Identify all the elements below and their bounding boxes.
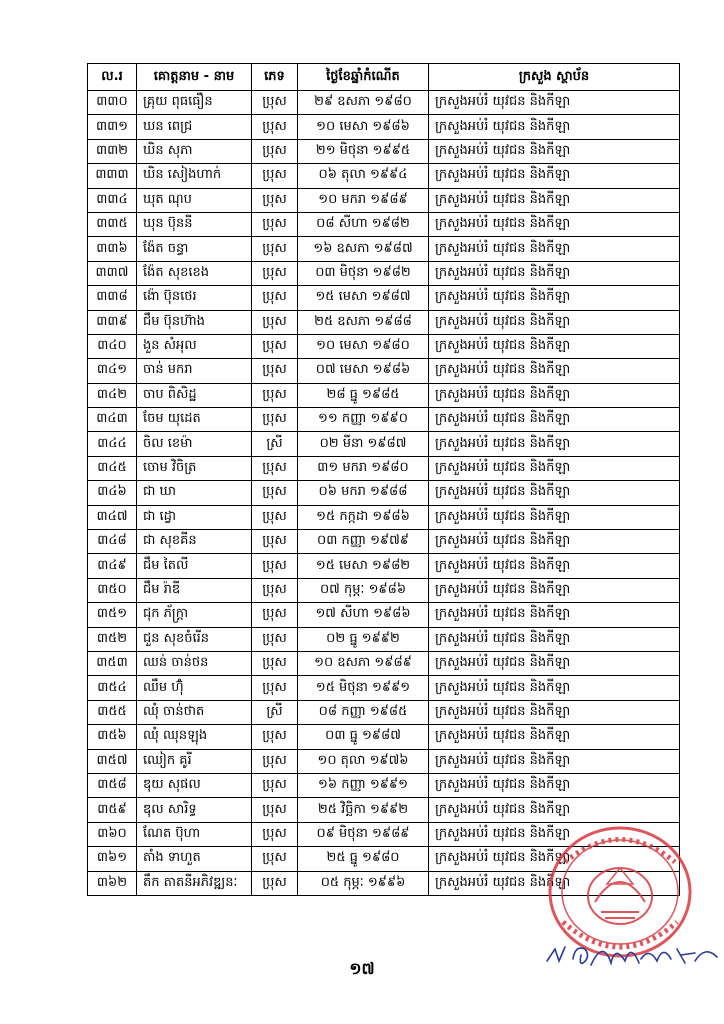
- cell-number: ៣៤៨: [88, 530, 137, 554]
- cell-number: ៣៣៨: [88, 286, 137, 310]
- table-row: [88, 115, 680, 139]
- cell-number: ៣៤៤: [88, 432, 137, 456]
- cell-date-of-birth: ២៥ វិច្ឆិកា ១៩៩២: [298, 798, 429, 822]
- cell-ministry: ក្រសួងអប់រំ យុវជន និងកីឡា: [429, 725, 680, 749]
- table-row: [88, 432, 680, 456]
- table-row: [88, 139, 680, 163]
- cell-ministry: ក្រសួងអប់រំ យុវជន និងកីឡា: [429, 115, 680, 139]
- cell-name: ឈៀក គូរី: [137, 749, 252, 773]
- cell-date-of-birth: ០៦ តុលា ១៩៩៤: [298, 164, 429, 188]
- header-date-of-birth: ថ្ងៃខែឆ្នាំកំណើត: [298, 64, 429, 91]
- cell-ministry: ក្រសួងអប់រំ យុវជន និងកីឡា: [429, 310, 680, 334]
- cell-sex: ប្រុស: [252, 871, 298, 895]
- cell-date-of-birth: ០៣ កញ្ញា ១៩៧៩: [298, 530, 429, 554]
- cell-date-of-birth: ២៥ ធ្នូ ១៩៨០: [298, 847, 429, 871]
- cell-ministry: ក្រសួងអប់រំ យុវជន និងកីឡា: [429, 91, 680, 115]
- cell-sex: ប្រុស: [252, 725, 298, 749]
- cell-name: ចាប ពិសិដ្ឋ: [137, 383, 252, 407]
- cell-sex: ប្រុស: [252, 773, 298, 797]
- cell-name: ឈុំ ឈុនឡុង: [137, 725, 252, 749]
- cell-date-of-birth: ១០ មេសា ១៩៨០: [298, 334, 429, 358]
- cell-name: ឌុយ សុផល: [137, 773, 252, 797]
- table-row: [88, 164, 680, 188]
- cell-date-of-birth: ០៦ មករា ១៩៨៨: [298, 481, 429, 505]
- cell-number: ៣៤២: [88, 383, 137, 407]
- cell-name: ជឹម រ៉ាឌី: [137, 578, 252, 602]
- cell-number: ៣៦០: [88, 822, 137, 846]
- cell-ministry: ក្រសួងអប់រំ យុវជន និងកីឡា: [429, 847, 680, 871]
- cell-date-of-birth: ១៦ កញ្ញា ១៩៩១: [298, 773, 429, 797]
- cell-number: ៣៣៣: [88, 164, 137, 188]
- cell-ministry: ក្រសួងអប់រំ យុវជន និងកីឡា: [429, 456, 680, 480]
- cell-sex: ប្រុស: [252, 578, 298, 602]
- cell-sex: ប្រុស: [252, 456, 298, 480]
- cell-name: ជួន សុខចំរើន: [137, 627, 252, 651]
- table-row: [88, 725, 680, 749]
- cell-date-of-birth: ១០ ឧសភា ១៩៨៩: [298, 651, 429, 675]
- cell-name: ចាន់ មករា: [137, 359, 252, 383]
- cell-ministry: ក្រសួងអប់រំ យុវជន និងកីឡា: [429, 700, 680, 724]
- cell-name: ជឹម ប៊ុនហ៊ាង: [137, 310, 252, 334]
- table-row: [88, 408, 680, 432]
- table-row: [88, 334, 680, 358]
- personnel-table-container: [87, 63, 679, 896]
- cell-number: ៣៤៧: [88, 505, 137, 529]
- cell-name: ឃន ពេជ្រ: [137, 115, 252, 139]
- cell-date-of-birth: ១៥ កក្កដា ១៩៨៦: [298, 505, 429, 529]
- cell-number: ៣៥០: [88, 578, 137, 602]
- cell-date-of-birth: ១០ តុលា ១៩៧៦: [298, 749, 429, 773]
- cell-ministry: ក្រសួងអប់រំ យុវជន និងកីឡា: [429, 359, 680, 383]
- table-row: [88, 456, 680, 480]
- cell-ministry: ក្រសួងអប់រំ យុវជន និងកីឡា: [429, 627, 680, 651]
- cell-name: ឃុត ណុប: [137, 188, 252, 212]
- cell-number: ៣៣៧: [88, 261, 137, 285]
- cell-name: ឃិន សៀងហាក់: [137, 164, 252, 188]
- cell-sex: ប្រុស: [252, 188, 298, 212]
- cell-number: ៣៤៥: [88, 456, 137, 480]
- cell-date-of-birth: ១០ មេសា ១៩៨៦: [298, 115, 429, 139]
- cell-number: ៣៥៨: [88, 773, 137, 797]
- cell-sex: ប្រុស: [252, 530, 298, 554]
- cell-date-of-birth: ០២ ធ្នូ ១៩៩២: [298, 627, 429, 651]
- cell-ministry: ក្រសួងអប់រំ យុវជន និងកីឡា: [429, 603, 680, 627]
- cell-date-of-birth: ១៥ មេសា ១៩៨៧: [298, 286, 429, 310]
- cell-date-of-birth: ១១ កញ្ញា ១៩៩០: [298, 408, 429, 432]
- table-row: [88, 237, 680, 261]
- table-row: [88, 578, 680, 602]
- cell-date-of-birth: ១៦ ឧសភា ១៩៨៧: [298, 237, 429, 261]
- cell-ministry: ក្រសួងអប់រំ យុវជន និងកីឡា: [429, 334, 680, 358]
- cell-number: ៣៣១: [88, 115, 137, 139]
- table-header-row: [88, 64, 680, 91]
- cell-date-of-birth: ១៥ មិថុនា ១៩៩១: [298, 676, 429, 700]
- cell-name: ជា ដ្វោ: [137, 505, 252, 529]
- cell-number: ៣៦២: [88, 871, 137, 895]
- cell-number: ៣៣៦: [88, 237, 137, 261]
- cell-name: ជា សុខគីន: [137, 530, 252, 554]
- cell-sex: ប្រុស: [252, 310, 298, 334]
- table-row: [88, 505, 680, 529]
- cell-name: ណែត ប៊ុហា: [137, 822, 252, 846]
- cell-date-of-birth: ១៧ សីហា ១៩៨៦: [298, 603, 429, 627]
- table-row: [88, 359, 680, 383]
- cell-date-of-birth: ០៣ មិថុនា ១៩៨២: [298, 261, 429, 285]
- table-row: [88, 773, 680, 797]
- table-row: [88, 261, 680, 285]
- cell-name: ង៉ែត សុខខេង: [137, 261, 252, 285]
- cell-name: ចែម យុដេត: [137, 408, 252, 432]
- cell-number: ៣៤៦: [88, 481, 137, 505]
- cell-ministry: ក្រសួងអប់រំ យុវជន និងកីឡា: [429, 188, 680, 212]
- table-row: [88, 798, 680, 822]
- cell-ministry: ក្រសួងអប់រំ យុវជន និងកីឡា: [429, 578, 680, 602]
- cell-name: ឈុំ ចាន់ថាត: [137, 700, 252, 724]
- cell-date-of-birth: ០៩ មិថុនា ១៩៨៩: [298, 822, 429, 846]
- cell-ministry: ក្រសួងអប់រំ យុវជន និងកីឡា: [429, 822, 680, 846]
- table-row: [88, 91, 680, 115]
- table-row: [88, 383, 680, 407]
- table-row: [88, 481, 680, 505]
- cell-sex: ប្រុស: [252, 91, 298, 115]
- cell-number: ៣៥៦: [88, 725, 137, 749]
- cell-name: ជា ឃា: [137, 481, 252, 505]
- cell-sex: ប្រុស: [252, 212, 298, 236]
- table-row: [88, 286, 680, 310]
- cell-number: ៣៥៧: [88, 749, 137, 773]
- cell-name: ជឹម តៃលី: [137, 554, 252, 578]
- cell-name: ជុក ភ័ក្រ្តា: [137, 603, 252, 627]
- cell-date-of-birth: ០៨ កញ្ញា ១៩៨៥: [298, 700, 429, 724]
- cell-ministry: ក្រសួងអប់រំ យុវជន និងកីឡា: [429, 481, 680, 505]
- header-sex: ភេទ: [252, 64, 298, 91]
- table-row: [88, 651, 680, 675]
- cell-number: ៣៥៣: [88, 651, 137, 675]
- cell-date-of-birth: ២៩ ឧសភា ១៩៨០: [298, 91, 429, 115]
- cell-name: ង៉ែត ចន្ធា: [137, 237, 252, 261]
- cell-name: ចោម វិចិត្រ: [137, 456, 252, 480]
- cell-ministry: ក្រសួងអប់រំ យុវជន និងកីឡា: [429, 408, 680, 432]
- cell-ministry: ក្រសួងអប់រំ យុវជន និងកីឡា: [429, 505, 680, 529]
- page-number: ១៧: [349, 959, 375, 978]
- cell-date-of-birth: ២៨ ធ្នូ ១៩៨៥: [298, 383, 429, 407]
- table-row: [88, 212, 680, 236]
- cell-ministry: ក្រសួងអប់រំ យុវជន និងកីឡា: [429, 530, 680, 554]
- cell-sex: ប្រុស: [252, 164, 298, 188]
- cell-name: ឌុល សារិទ្ធ: [137, 798, 252, 822]
- cell-number: ៣៣៥: [88, 212, 137, 236]
- cell-date-of-birth: ០៧ មេសា ១៩៨៦: [298, 359, 429, 383]
- cell-number: ៣៦១: [88, 847, 137, 871]
- cell-sex: ប្រុស: [252, 554, 298, 578]
- cell-number: ៣៤១: [88, 359, 137, 383]
- table-row: [88, 530, 680, 554]
- cell-sex: ប្រុស: [252, 139, 298, 163]
- cell-ministry: ក្រសួងអប់រំ យុវជន និងកីឡា: [429, 871, 680, 895]
- cell-sex: ប្រុស: [252, 505, 298, 529]
- cell-date-of-birth: ៣១ មករា ១៩៨០: [298, 456, 429, 480]
- table-row: [88, 627, 680, 651]
- cell-number: ៣៥៩: [88, 798, 137, 822]
- cell-sex: ស្រី: [252, 700, 298, 724]
- cell-ministry: ក្រសួងអប់រំ យុវជន និងកីឡា: [429, 212, 680, 236]
- cell-ministry: ក្រសួងអប់រំ យុវជន និងកីឡា: [429, 237, 680, 261]
- cell-sex: ប្រុស: [252, 334, 298, 358]
- cell-sex: ប្រុស: [252, 237, 298, 261]
- cell-sex: ប្រុស: [252, 627, 298, 651]
- cell-number: ៣៤៣: [88, 408, 137, 432]
- cell-sex: ប្រុស: [252, 603, 298, 627]
- cell-sex: ប្រុស: [252, 822, 298, 846]
- cell-date-of-birth: ០៨ សីហា ១៩៨២: [298, 212, 429, 236]
- cell-name: តាំង ទាហួត: [137, 847, 252, 871]
- cell-number: ៣៥២: [88, 627, 137, 651]
- cell-ministry: ក្រសួងអប់រំ យុវជន និងកីឡា: [429, 554, 680, 578]
- cell-date-of-birth: ០៣ ធ្នូ ១៩៨៧: [298, 725, 429, 749]
- cell-sex: ប្រុស: [252, 383, 298, 407]
- personnel-table: [87, 63, 680, 896]
- cell-number: ៣៤០: [88, 334, 137, 358]
- cell-date-of-birth: ២៥ ឧសភា ១៩៨៨: [298, 310, 429, 334]
- cell-ministry: ក្រសួងអប់រំ យុវជន និងកីឡា: [429, 749, 680, 773]
- cell-ministry: ក្រសួងអប់រំ យុវជន និងកីឡា: [429, 432, 680, 456]
- cell-name: ចិល ខេម៉ា: [137, 432, 252, 456]
- table-row: [88, 554, 680, 578]
- cell-name: ឃុន ប៊ុននី: [137, 212, 252, 236]
- cell-date-of-birth: ០៧ កុម្ភៈ ១៩៨៦: [298, 578, 429, 602]
- cell-sex: ប្រុស: [252, 359, 298, 383]
- header-number: ល.រ: [88, 64, 137, 91]
- cell-sex: ប្រុស: [252, 798, 298, 822]
- cell-date-of-birth: ០២ មីនា ១៩៨៧: [298, 432, 429, 456]
- cell-name: ឃិន សុភា: [137, 139, 252, 163]
- cell-sex: ប្រុស: [252, 261, 298, 285]
- cell-ministry: ក្រសួងអប់រំ យុវជន និងកីឡា: [429, 286, 680, 310]
- cell-name: ឈន់ ចាន់ថន: [137, 651, 252, 675]
- table-row: [88, 700, 680, 724]
- cell-ministry: ក្រសួងអប់រំ យុវជន និងកីឡា: [429, 139, 680, 163]
- table-row: [88, 188, 680, 212]
- cell-ministry: ក្រសួងអប់រំ យុវជន និងកីឡា: [429, 164, 680, 188]
- cell-sex: ប្រុស: [252, 286, 298, 310]
- cell-number: ៣៣៩: [88, 310, 137, 334]
- cell-number: ៣៣០: [88, 91, 137, 115]
- cell-number: ៣៥៤: [88, 676, 137, 700]
- cell-sex: ប្រុស: [252, 676, 298, 700]
- cell-name: ឈឹម ហ៊ុំ: [137, 676, 252, 700]
- cell-date-of-birth: ២១ មិថុនា ១៩៩៥: [298, 139, 429, 163]
- cell-date-of-birth: ១០ មករា ១៩៨៩: [298, 188, 429, 212]
- cell-sex: ប្រុស: [252, 651, 298, 675]
- cell-number: ៣៤៩: [88, 554, 137, 578]
- cell-number: ៣៥១: [88, 603, 137, 627]
- table-row: [88, 676, 680, 700]
- table-row: [88, 310, 680, 334]
- cell-sex: ប្រុស: [252, 847, 298, 871]
- cell-number: ៣៣២: [88, 139, 137, 163]
- cell-number: ៣៣៤: [88, 188, 137, 212]
- cell-sex: ប្រុស: [252, 749, 298, 773]
- cell-sex: ស្រី: [252, 432, 298, 456]
- cell-date-of-birth: ០៥ កុម្ភៈ ១៩៩៦: [298, 871, 429, 895]
- cell-date-of-birth: ១៥ មេសា ១៩៨២: [298, 554, 429, 578]
- cell-ministry: ក្រសួងអប់រំ យុវជន និងកីឡា: [429, 676, 680, 700]
- cell-name: គ្រុយ ពុធធឿន: [137, 91, 252, 115]
- cell-sex: ប្រុស: [252, 115, 298, 139]
- header-ministry: ក្រសួង ស្ថាប័ន: [429, 64, 680, 91]
- table-row: [88, 749, 680, 773]
- table-body: [88, 91, 680, 896]
- cell-ministry: ក្រសួងអប់រំ យុវជន និងកីឡា: [429, 383, 680, 407]
- header-name: គោត្តនាម - នាម: [137, 64, 252, 91]
- cell-ministry: ក្រសួងអប់រំ យុវជន និងកីឡា: [429, 651, 680, 675]
- cell-number: ៣៥៥: [88, 700, 137, 724]
- cell-sex: ប្រុស: [252, 481, 298, 505]
- table-row: [88, 603, 680, 627]
- cell-sex: ប្រុស: [252, 408, 298, 432]
- cell-ministry: ក្រសួងអប់រំ យុវជន និងកីឡា: [429, 773, 680, 797]
- cell-name: ង៉ោ ប៊ុនថេរ: [137, 286, 252, 310]
- cell-ministry: ក្រសួងអប់រំ យុវជន និងកីឡា: [429, 261, 680, 285]
- cell-name: ងួន សំអុល: [137, 334, 252, 358]
- cell-ministry: ក្រសួងអប់រំ យុវជន និងកីឡា: [429, 798, 680, 822]
- cell-name: តឹក តាតនីអភិវឌ្ឍនៈ: [137, 871, 252, 895]
